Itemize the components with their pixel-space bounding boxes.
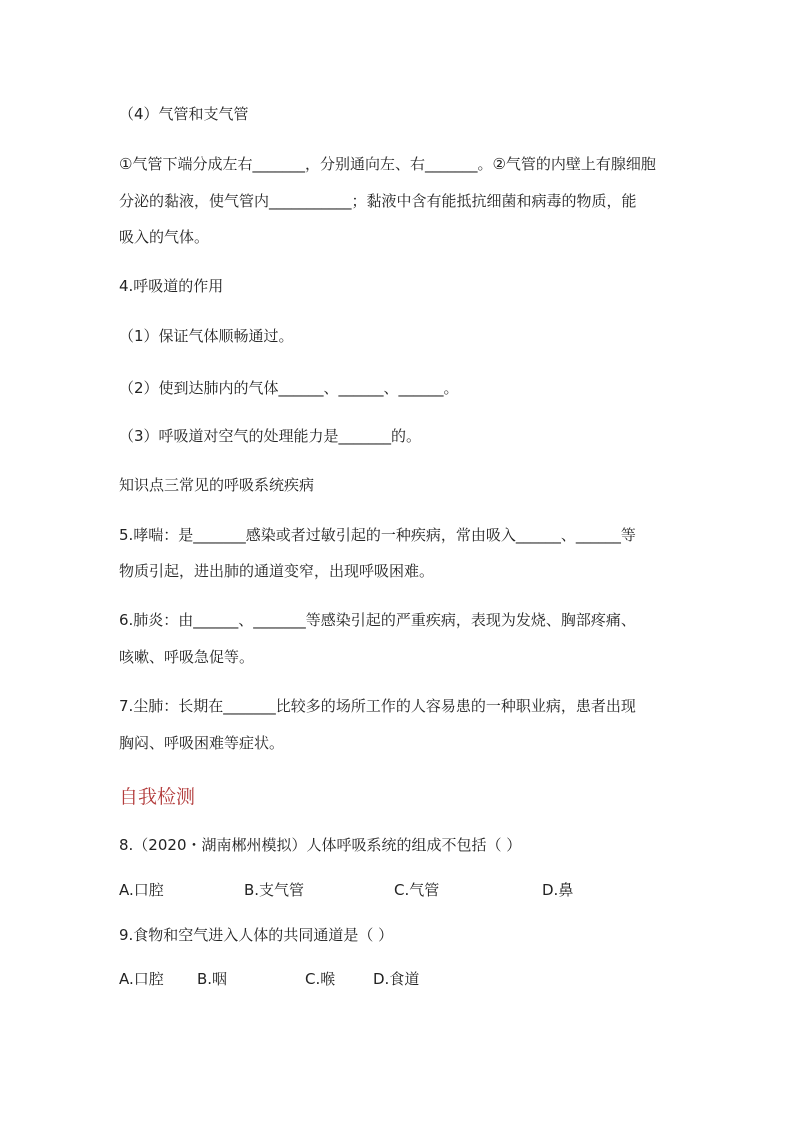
question-9: 9.食物和空气进入人体的共同通道是（ ） bbox=[119, 926, 394, 944]
option-a: A.口腔 bbox=[119, 881, 164, 899]
knowledge-heading: 知识点三常见的呼吸系统疾病 bbox=[119, 476, 315, 494]
option-c: C.喉 bbox=[305, 970, 336, 988]
option-d: D.鼻 bbox=[542, 881, 574, 899]
text-line: （1）保证气体顺畅通过。 bbox=[119, 327, 294, 345]
text-line: 咳嗽、呼吸急促等。 bbox=[119, 648, 255, 666]
question-8-options bbox=[119, 880, 573, 900]
section-heading: 自我检测 bbox=[119, 786, 196, 808]
text-line: 胸闷、呼吸困难等症状。 bbox=[119, 734, 285, 752]
text-line: 5.哮喘：是_______感染或者过敏引起的一种疾病，常由吸入______、______等 bbox=[119, 526, 636, 544]
text-line: （3）呼吸道对空气的处理能力是_______的。 bbox=[119, 427, 422, 445]
text-line: （2）使到达肺内的气体______、______、______。 bbox=[119, 379, 459, 397]
text-line: 物质引起，进出肺的通道变窄，出现呼吸困难。 bbox=[119, 562, 435, 580]
question-9-options bbox=[119, 969, 419, 989]
text-line: 吸入的气体。 bbox=[119, 228, 210, 246]
subheading-trachea: （4）气管和支气管 bbox=[119, 105, 249, 123]
option-b: B.支气管 bbox=[244, 881, 305, 899]
option-a: A.口腔 bbox=[119, 970, 164, 988]
text-line: 6.肺炎：由______、_______等感染引起的严重疾病，表现为发烧、胸部疼痛、 bbox=[119, 611, 636, 629]
text-line: ①气管下端分成左右_______，分别通向左、右_______。②气管的内壁上有腺细胞 bbox=[119, 155, 656, 173]
question-8: 8.（2020・湖南郴州模拟）人体呼吸系统的组成不包括（ ） bbox=[119, 836, 522, 854]
option-d: D.食道 bbox=[373, 970, 420, 988]
option-c: C.气管 bbox=[394, 881, 440, 899]
text-line: 分泌的黏液，使气管内___________；黏液中含有能抵抗细菌和病毒的物质，能 bbox=[119, 192, 637, 210]
text-line: 7.尘肺：长期在_______比较多的场所工作的人容易患的一种职业病，患者出现 bbox=[119, 697, 636, 715]
option-b: B.咽 bbox=[197, 970, 228, 988]
item-heading: 4.呼吸道的作用 bbox=[119, 277, 224, 295]
